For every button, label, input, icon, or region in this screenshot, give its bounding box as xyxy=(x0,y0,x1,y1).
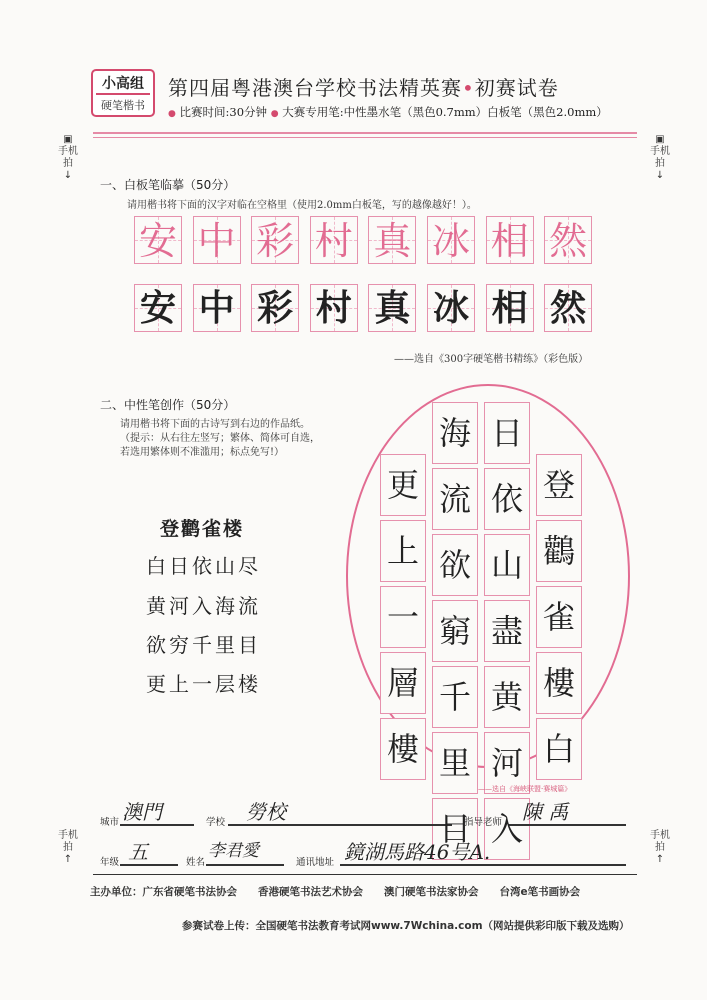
artwork-cell xyxy=(484,402,530,464)
artwork-char: 黄 xyxy=(490,678,523,716)
model-box xyxy=(544,216,592,264)
teacher-value[interactable]: 陳 禹 xyxy=(522,800,569,824)
top-rule-1 xyxy=(93,132,637,134)
model-box xyxy=(427,216,475,264)
model-char: 相 xyxy=(490,219,529,263)
artwork-cell xyxy=(380,652,426,714)
upload-note: 参赛试卷上传：全国硬笔书法教育考试网www.7Wchina.com（网站提供彩印版下载及选购） xyxy=(182,920,630,932)
artwork-cell xyxy=(484,732,530,794)
artwork-cell xyxy=(536,520,582,582)
poem-title: 登鹳雀楼 xyxy=(160,518,245,540)
small-source: ——选自《海峡联盟·赛城篇》 xyxy=(478,785,572,793)
arrow-up-icon: ↑ xyxy=(63,854,73,865)
title-tail: 初赛试卷 xyxy=(474,76,559,100)
side-label: 手机拍 xyxy=(650,146,670,169)
poem-line: 白日依山尽 xyxy=(146,554,261,578)
copy-box xyxy=(368,284,416,332)
copy-char: 中 xyxy=(198,288,235,329)
copy-char: 村 xyxy=(315,288,352,329)
artwork-cell xyxy=(432,468,478,530)
artwork-char: 流 xyxy=(438,480,471,518)
arrow-down-icon: ↓ xyxy=(63,170,73,181)
copy-box xyxy=(193,284,241,332)
artwork-cell xyxy=(536,454,582,516)
artwork-char: 層 xyxy=(386,664,419,702)
artwork-cell xyxy=(432,732,478,794)
side-label: 手机拍 xyxy=(58,830,78,853)
artwork-char: 日 xyxy=(490,414,523,452)
section2-instruction-1: 请用楷书将下面的古诗写到右边的作品纸。 xyxy=(120,419,310,430)
copy-box xyxy=(251,284,299,332)
artwork-cell xyxy=(432,666,478,728)
side-label: 手机拍 xyxy=(58,146,78,169)
section1-heading: 一、白板笔临摹（50分） xyxy=(100,178,236,192)
bullet-icon: ● xyxy=(270,109,279,119)
artwork-char: 海 xyxy=(438,414,471,452)
artwork-char: 一 xyxy=(386,598,419,636)
exam-info xyxy=(168,104,608,120)
badge-group: 小高组 xyxy=(102,76,144,92)
model-char: 然 xyxy=(549,219,588,263)
artwork-cell xyxy=(432,798,478,860)
copy-box xyxy=(486,284,534,332)
artwork-char: 里 xyxy=(438,744,471,782)
copy-char: 真 xyxy=(374,288,411,329)
model-box xyxy=(193,216,241,264)
name-label: 姓名 xyxy=(186,857,206,868)
artwork-char: 依 xyxy=(490,480,523,518)
artwork-cell xyxy=(484,468,530,530)
side-mark-bottom-right xyxy=(650,830,670,866)
top-rule-2 xyxy=(93,137,637,138)
section2-instruction-2: （提示：从右往左竖写；繁体、简体可自选， xyxy=(120,433,320,444)
copy-char: 冰 xyxy=(432,288,469,329)
artwork-cell xyxy=(432,534,478,596)
artwork-char: 雀 xyxy=(542,598,575,636)
artwork-cell xyxy=(484,666,530,728)
artwork-char: 千 xyxy=(438,678,471,716)
model-char: 冰 xyxy=(431,219,470,263)
camera-icon: ▣ xyxy=(655,134,665,145)
model-box xyxy=(368,216,416,264)
model-char: 安 xyxy=(138,219,177,263)
arrow-up-icon: ↑ xyxy=(655,854,665,865)
artwork-char: 盡 xyxy=(490,612,523,650)
side-mark-top-left xyxy=(58,134,78,182)
title-dot: • xyxy=(462,76,475,100)
copy-char: 然 xyxy=(550,288,587,329)
copy-box xyxy=(544,284,592,332)
model-char: 中 xyxy=(197,219,236,263)
group-badge xyxy=(91,69,155,117)
artwork-cell xyxy=(380,454,426,516)
grade-label: 年级 xyxy=(100,857,120,868)
artwork-cell xyxy=(432,600,478,662)
city-underline xyxy=(120,824,194,826)
exam-time: 比赛时间:30分钟 xyxy=(179,105,268,119)
address-underline xyxy=(340,864,626,866)
artwork-cell xyxy=(432,402,478,464)
name-value[interactable]: 李君愛 xyxy=(208,841,259,861)
poem-line: 欲穷千里目 xyxy=(146,633,261,657)
badge-style: 硬笔楷书 xyxy=(101,99,145,112)
section2-heading: 二、中性笔创作（50分） xyxy=(100,398,236,412)
artwork-cell xyxy=(484,798,530,860)
model-char: 真 xyxy=(373,219,412,263)
artwork-cell xyxy=(484,600,530,662)
model-char: 彩 xyxy=(256,219,295,263)
bullet-icon: ● xyxy=(168,109,176,119)
copy-char: 安 xyxy=(139,288,176,329)
artwork-char: 更 xyxy=(386,466,419,504)
copy-box xyxy=(427,284,475,332)
title-main: 第四届粤港澳台学校书法精英赛 xyxy=(168,76,462,100)
teacher-label: 指导老师 xyxy=(464,817,503,828)
artwork-char: 河 xyxy=(490,744,523,782)
arrow-down-icon: ↓ xyxy=(655,170,665,181)
artwork-char: 目 xyxy=(438,810,471,848)
school-label: 学校 xyxy=(206,817,226,828)
side-mark-bottom-left xyxy=(58,830,78,866)
side-mark-top-right xyxy=(650,134,670,182)
artwork-char: 鸛 xyxy=(542,532,575,570)
section1-instruction: 请用楷书将下面的汉字对临在空格里（使用2.0mm白板笔，写的越像越好！）。 xyxy=(127,200,477,211)
footer-rule xyxy=(93,874,637,875)
artwork-char: 山 xyxy=(490,546,523,584)
copy-char: 彩 xyxy=(257,288,294,329)
artwork-char: 登 xyxy=(542,466,575,504)
artwork-cell xyxy=(536,718,582,780)
address-label: 通讯地址 xyxy=(296,857,335,868)
artwork-char: 樓 xyxy=(386,730,419,768)
school-value[interactable]: 勞校 xyxy=(246,800,286,824)
section2-instruction-3: 若选用繁体则不准滥用；标点免写!） xyxy=(120,447,285,458)
city-label: 城市 xyxy=(100,817,120,828)
artwork-cell xyxy=(380,586,426,648)
artwork-char: 入 xyxy=(490,810,523,848)
artwork-char: 上 xyxy=(386,532,419,570)
organizers: 主办单位：广东省硬笔书法协会 香港硬笔书法艺术协会 澳门硬笔书法家协会 台湾e笔书画协会 xyxy=(90,886,581,898)
artwork-cell xyxy=(380,718,426,780)
exam-pens: 大赛专用笔:中性墨水笔（黑色0.7mm）白板笔（黑色2.0mm） xyxy=(282,105,608,119)
city-value[interactable]: 澳門 xyxy=(122,800,162,824)
copy-char: 相 xyxy=(491,288,528,329)
badge-divider xyxy=(96,93,150,95)
school-underline xyxy=(228,824,452,826)
copy-box xyxy=(134,284,182,332)
artwork-cell xyxy=(536,652,582,714)
model-char: 村 xyxy=(314,219,353,263)
poem-line: 更上一层楼 xyxy=(146,672,261,696)
artwork-char: 欲 xyxy=(438,546,471,584)
artwork-char: 窮 xyxy=(438,612,471,650)
model-box xyxy=(310,216,358,264)
artwork-char: 樓 xyxy=(542,664,575,702)
artwork-cell xyxy=(536,586,582,648)
side-label: 手机拍 xyxy=(650,830,670,853)
name-underline xyxy=(206,864,284,866)
camera-icon: ▣ xyxy=(63,134,73,145)
artwork-char: 白 xyxy=(542,730,575,768)
page-title xyxy=(168,72,648,101)
copy-box xyxy=(310,284,358,332)
grade-underline xyxy=(120,864,178,866)
artwork-cell xyxy=(484,534,530,596)
artwork-cell xyxy=(380,520,426,582)
model-box xyxy=(251,216,299,264)
grade-value[interactable]: 五 xyxy=(128,840,148,864)
section1-source: ——选自《300字硬笔楷书精练》（彩色版） xyxy=(394,354,589,365)
poem-line: 黄河入海流 xyxy=(146,594,261,618)
model-box xyxy=(134,216,182,264)
model-box xyxy=(486,216,534,264)
address-value[interactable]: 鏡湖馬路46号A. xyxy=(344,840,491,864)
